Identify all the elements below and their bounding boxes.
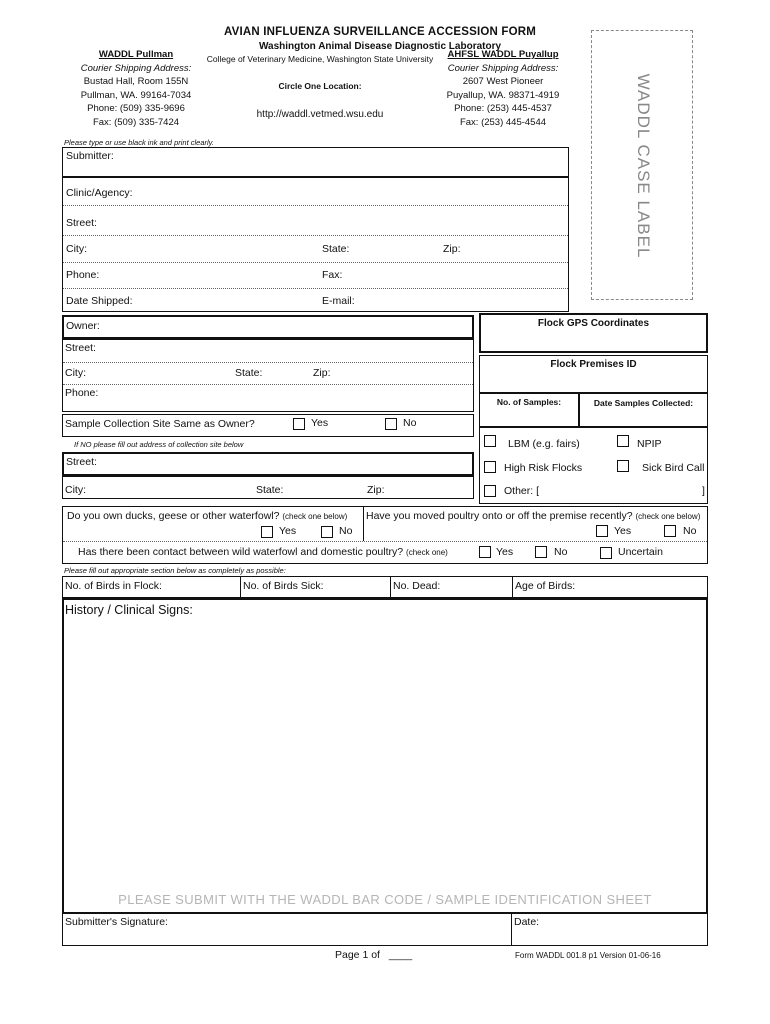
- if-no-note: If NO please fill out address of collection site below: [74, 440, 244, 449]
- owner-zip-label: Zip:: [313, 367, 331, 379]
- clinic-label: Clinic/Agency:: [66, 187, 133, 199]
- sick-bird-checkbox[interactable]: [617, 460, 629, 472]
- collection-street-field[interactable]: [62, 452, 474, 476]
- sample-type-box: [479, 427, 708, 504]
- flock-premises-label: Flock Premises ID: [550, 359, 637, 370]
- submitter-city-label: City:: [66, 243, 87, 255]
- q1-yes-label: Yes: [279, 525, 297, 537]
- date-shipped-label: Date Shipped:: [66, 295, 133, 307]
- divider: [63, 541, 707, 542]
- case-label-area: [591, 30, 693, 300]
- pullman-courier: Courier Shipping Address:: [80, 62, 192, 74]
- birds-in-flock-label[interactable]: No. of Birds in Flock:: [65, 580, 162, 592]
- date-collected-label: Date Samples Collected:: [593, 398, 694, 408]
- cell-divider: [240, 577, 241, 597]
- q2-yes-label: Yes: [614, 525, 632, 537]
- submitter-fax-label: Fax:: [322, 269, 343, 281]
- page-label: Page 1 of: [335, 949, 380, 961]
- collection-yes-checkbox[interactable]: [293, 418, 305, 430]
- other-checkbox[interactable]: [484, 485, 496, 497]
- q1-yes-checkbox[interactable]: [261, 526, 273, 538]
- collection-street-label: Street:: [66, 456, 97, 468]
- submitter-street-label: Street:: [66, 217, 97, 229]
- q3-yes-label: Yes: [496, 546, 514, 558]
- form-version: Form WADDL 001.8 p1 Version 01-06-16: [515, 951, 661, 960]
- puyallup-address: [437, 48, 569, 129]
- npip-label: NPIP: [637, 438, 662, 450]
- q1-text-wrap: [67, 510, 347, 522]
- puyallup-name: AHFSL WADDL Puyallup: [447, 49, 559, 60]
- birds-dead-label[interactable]: No. Dead:: [393, 580, 441, 592]
- page-number: [335, 949, 412, 961]
- q3-uncertain-label: Uncertain: [618, 546, 663, 558]
- q1-text: Do you own ducks, geese or other waterfowl?: [67, 510, 280, 522]
- q1-no-label: No: [339, 525, 353, 537]
- college-name: College of Veterinary Medicine, Washington State University: [206, 54, 434, 64]
- owner-phone-label: Phone:: [65, 387, 99, 399]
- q2-yes-checkbox[interactable]: [596, 525, 608, 537]
- high-risk-label: High Risk Flocks: [504, 462, 583, 474]
- collection-no-label: No: [403, 417, 417, 429]
- owner-field[interactable]: [62, 315, 474, 339]
- cell-divider: [511, 914, 512, 945]
- lab-url[interactable]: http://waddl.vetmed.wsu.edu: [256, 109, 384, 120]
- owner-city-label: City:: [65, 367, 86, 379]
- pullman-address: [70, 48, 202, 129]
- divider: [63, 288, 568, 289]
- divider: [63, 205, 568, 206]
- num-samples-field[interactable]: [479, 393, 579, 427]
- pullman-line1: Bustad Hall, Room 155N: [83, 76, 189, 87]
- date-collected-field[interactable]: [579, 393, 708, 427]
- lbm-label: LBM (e.g. fairs): [508, 438, 580, 450]
- cell-divider: [512, 577, 513, 597]
- pullman-fax: Fax: (509) 335-7424: [92, 116, 180, 128]
- submitter-details: [62, 177, 569, 312]
- cell-divider: [390, 577, 391, 597]
- q2-check-note: (check one below): [635, 512, 701, 521]
- collection-question: Sample Collection Site Same as Owner?: [65, 418, 255, 430]
- flock-gps-label: Flock GPS Coordinates: [537, 318, 650, 329]
- num-samples-label: No. of Samples:: [496, 397, 562, 407]
- q3-uncertain-checkbox[interactable]: [600, 547, 612, 559]
- submitter-zip-label: Zip:: [443, 243, 461, 255]
- q3-no-checkbox[interactable]: [535, 546, 547, 558]
- npip-checkbox[interactable]: [617, 435, 629, 447]
- collection-state-label: State:: [256, 484, 284, 496]
- puyallup-line2: Puyallup, WA. 98371-4919: [446, 89, 560, 101]
- collection-city-label: City:: [65, 484, 86, 496]
- instructions-note: Please type or use black ink and print clearly.: [64, 138, 214, 147]
- q3-yes-checkbox[interactable]: [479, 546, 491, 558]
- history-field[interactable]: [62, 598, 708, 914]
- circle-one-location: Circle One Location:: [278, 81, 362, 91]
- submitter-field[interactable]: [62, 147, 569, 177]
- puyallup-fax: Fax: (253) 445-4544: [459, 116, 547, 128]
- collection-site-row: [62, 414, 474, 437]
- lbm-checkbox[interactable]: [484, 435, 496, 447]
- divider: [63, 235, 568, 236]
- signature-label[interactable]: Submitter's Signature:: [65, 916, 168, 928]
- signature-row: [62, 913, 708, 946]
- divider: [63, 262, 568, 263]
- other-bracket-close: ]: [702, 485, 705, 497]
- barcode-watermark: PLEASE SUBMIT WITH THE WADDL BAR CODE / SAMPLE IDENTIFICATION SHEET: [118, 892, 652, 907]
- q3-text: Has there been contact between wild waterfowl and domestic poultry?: [78, 546, 404, 558]
- owner-street-label: Street:: [65, 342, 96, 354]
- sick-bird-label: Sick Bird Call: [642, 462, 705, 474]
- submitter-email-label: E-mail:: [322, 295, 355, 307]
- flock-gps-field[interactable]: [479, 313, 708, 353]
- q1-check-note: (check one below): [282, 512, 348, 521]
- q2-text: Have you moved poultry onto or off the premise recently?: [366, 510, 633, 522]
- pullman-phone: Phone: (509) 335-9696: [87, 103, 185, 114]
- divider: [63, 362, 473, 363]
- date-label[interactable]: Date:: [514, 916, 540, 928]
- pullman-name: WADDL Pullman: [98, 49, 174, 60]
- submitter-label: Submitter:: [66, 150, 114, 162]
- collection-yes-label: Yes: [311, 417, 329, 429]
- owner-details: [62, 339, 474, 412]
- puyallup-phone: Phone: (253) 445-4537: [454, 103, 552, 114]
- questions-box: [62, 506, 708, 564]
- case-label-text: WADDL CASE LABEL: [634, 73, 653, 259]
- q3-check-note: (check one): [406, 548, 448, 557]
- collection-no-checkbox[interactable]: [385, 418, 397, 430]
- page-blank: ____: [388, 949, 413, 961]
- owner-state-label: State:: [235, 367, 263, 379]
- q2-no-checkbox[interactable]: [664, 525, 676, 537]
- birds-row: [62, 576, 708, 598]
- q2-text-wrap: [366, 510, 700, 522]
- q3-no-label: No: [554, 546, 568, 558]
- owner-label: Owner:: [66, 320, 100, 332]
- question-divider: [363, 507, 364, 541]
- form-title: AVIAN INFLUENZA SURVEILLANCE ACCESSION FORM: [223, 26, 537, 38]
- divider: [63, 384, 473, 385]
- lab-name: Washington Animal Disease Diagnostic Laboratory: [258, 41, 502, 52]
- pullman-line2: Pullman, WA. 99164-7034: [80, 89, 192, 101]
- birds-sick-label[interactable]: No. of Birds Sick:: [243, 580, 324, 592]
- history-label: History / Clinical Signs:: [65, 603, 193, 617]
- collection-city-row: [62, 476, 474, 499]
- collection-zip-label: Zip:: [367, 484, 385, 496]
- high-risk-checkbox[interactable]: [484, 461, 496, 473]
- puyallup-line1: 2607 West Pioneer: [462, 76, 544, 87]
- other-label: Other: [: [504, 485, 540, 497]
- submitter-state-label: State:: [322, 243, 350, 255]
- flock-premises-field[interactable]: [479, 355, 708, 393]
- fill-out-note: Please fill out appropriate section below as completely as possible:: [64, 566, 286, 575]
- q2-no-label: No: [683, 525, 697, 537]
- puyallup-courier: Courier Shipping Address:: [447, 62, 559, 74]
- q3-text-wrap: [78, 546, 448, 558]
- q1-no-checkbox[interactable]: [321, 526, 333, 538]
- birds-age-label[interactable]: Age of Birds:: [515, 580, 576, 592]
- submitter-phone-label: Phone:: [66, 269, 100, 281]
